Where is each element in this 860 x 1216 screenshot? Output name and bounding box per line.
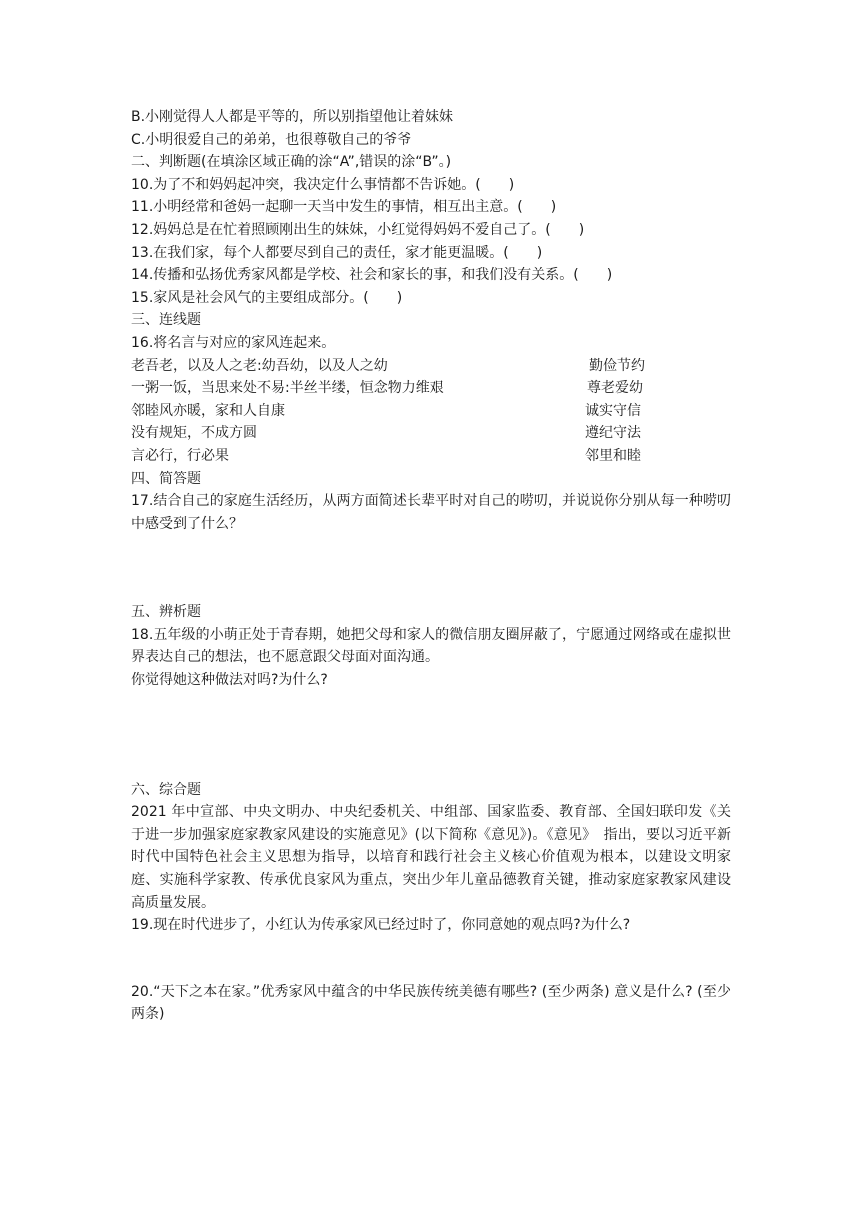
matching-row xyxy=(131,377,731,400)
answer-space xyxy=(131,937,731,981)
matching-row xyxy=(131,422,731,445)
matching-quote: 没有规矩，不成方圆 xyxy=(131,425,257,442)
matching-quote: 老吾老，以及人之老:幼吾幼，以及人之幼 xyxy=(131,357,388,374)
choice-option-c: C.小明很爱自己的弟弟，也很尊敬自己的爷爷 xyxy=(131,131,412,148)
comprehensive-question-20: 20.“天下之本在家。”优秀家风中蕴含的中华民族传统美德有哪些? (至少两条) 意义是什么? (至少两条) xyxy=(131,983,731,1023)
exam-content xyxy=(131,106,731,1026)
matching-row xyxy=(131,445,731,468)
choice-option-b: B.小刚觉得人人都是平等的，所以别指望他让着妹妹 xyxy=(131,109,454,125)
matching-row xyxy=(131,355,731,378)
judgement-item: 14.传播和弘扬优秀家风都是学校、社会和家长的事，和我们没有关系。( ) xyxy=(131,267,613,284)
section-heading-analysis: 五、辨析题 xyxy=(131,604,201,621)
matching-quote: 一粥一饭，当思来处不易:半丝半缕，恒念物力维艰 xyxy=(131,380,444,397)
matching-family-value: 邻里和睦 xyxy=(585,447,641,464)
answer-space xyxy=(131,692,731,779)
judgement-item: 13.在我们家，每个人都要尽到自己的责任，家才能更温暖。( ) xyxy=(131,244,543,261)
matching-family-value: 勤俭节约 xyxy=(589,357,645,374)
answer-space xyxy=(131,535,731,601)
section-heading-matching: 三、连线题 xyxy=(131,312,201,329)
analysis-subquestion: 你觉得她这种做法对吗?为什么? xyxy=(131,672,328,689)
matching-row xyxy=(131,400,731,423)
judgement-item: 11.小明经常和爸妈一起聊一天当中发生的事情，相互出主意。( ) xyxy=(131,199,557,216)
matching-question: 16.将名言与对应的家风连起来。 xyxy=(131,334,336,351)
section-heading-short-answer: 四、简答题 xyxy=(131,470,201,487)
comprehensive-question-19: 19.现在时代进步了，小红认为传承家风已经过时了，你同意她的观点吗?为什么? xyxy=(131,917,631,934)
matching-quote: 邻睦风亦暖，家和人自康 xyxy=(131,402,285,419)
analysis-question: 18.五年级的小萌正处于青春期，她把父母和家人的微信朋友圈屏蔽了，宁愿通过网络或在虚拟世界表达自己的想法，也不愿意跟父母面对面沟通。 xyxy=(131,626,731,666)
judgement-item: 10.为了不和妈妈起冲突，我决定什么事情都不告诉她。( ) xyxy=(131,176,515,193)
section-heading-comprehensive: 六、综合题 xyxy=(131,781,201,798)
judgement-item: 12.妈妈总是在忙着照顾刚出生的妹妹，小红觉得妈妈不爱自己了。( ) xyxy=(131,221,585,238)
matching-quote: 言必行，行必果 xyxy=(131,447,229,464)
matching-family-value: 尊老爱幼 xyxy=(587,380,643,397)
matching-family-value: 诚实守信 xyxy=(585,402,641,419)
short-answer-question: 17.结合自己的家庭生活经历，从两方面简述长辈平时对自己的唠叨，并说说你分别从每一种唠叨中感受到了什么？ xyxy=(131,493,731,532)
matching-family-value: 遵纪守法 xyxy=(585,425,641,442)
judgement-item: 15.家风是社会风气的主要组成部分。( ) xyxy=(131,289,403,306)
section-heading-judgement: 二、判断题(在填涂区域正确的涂“A”,错误的涂“B”。) xyxy=(131,154,452,171)
comprehensive-material: 2021 年中宣部、中央文明办、中央纪委机关、中组部、国家监委、教育部、全国妇联印发《关于进一步加强家庭家教家风建设的实施意见》(以下简称《意见》)。《意见》 指出，要以习近平新时代中国特色社会主义思想为指导，以培育和践行社会主义核心价值观为根本，以建设文明家庭、实施科学家教、传承优良家风为重点，突出少年儿童品德教育关键，推动家庭家教家风建设高质量发展。 xyxy=(131,804,731,911)
